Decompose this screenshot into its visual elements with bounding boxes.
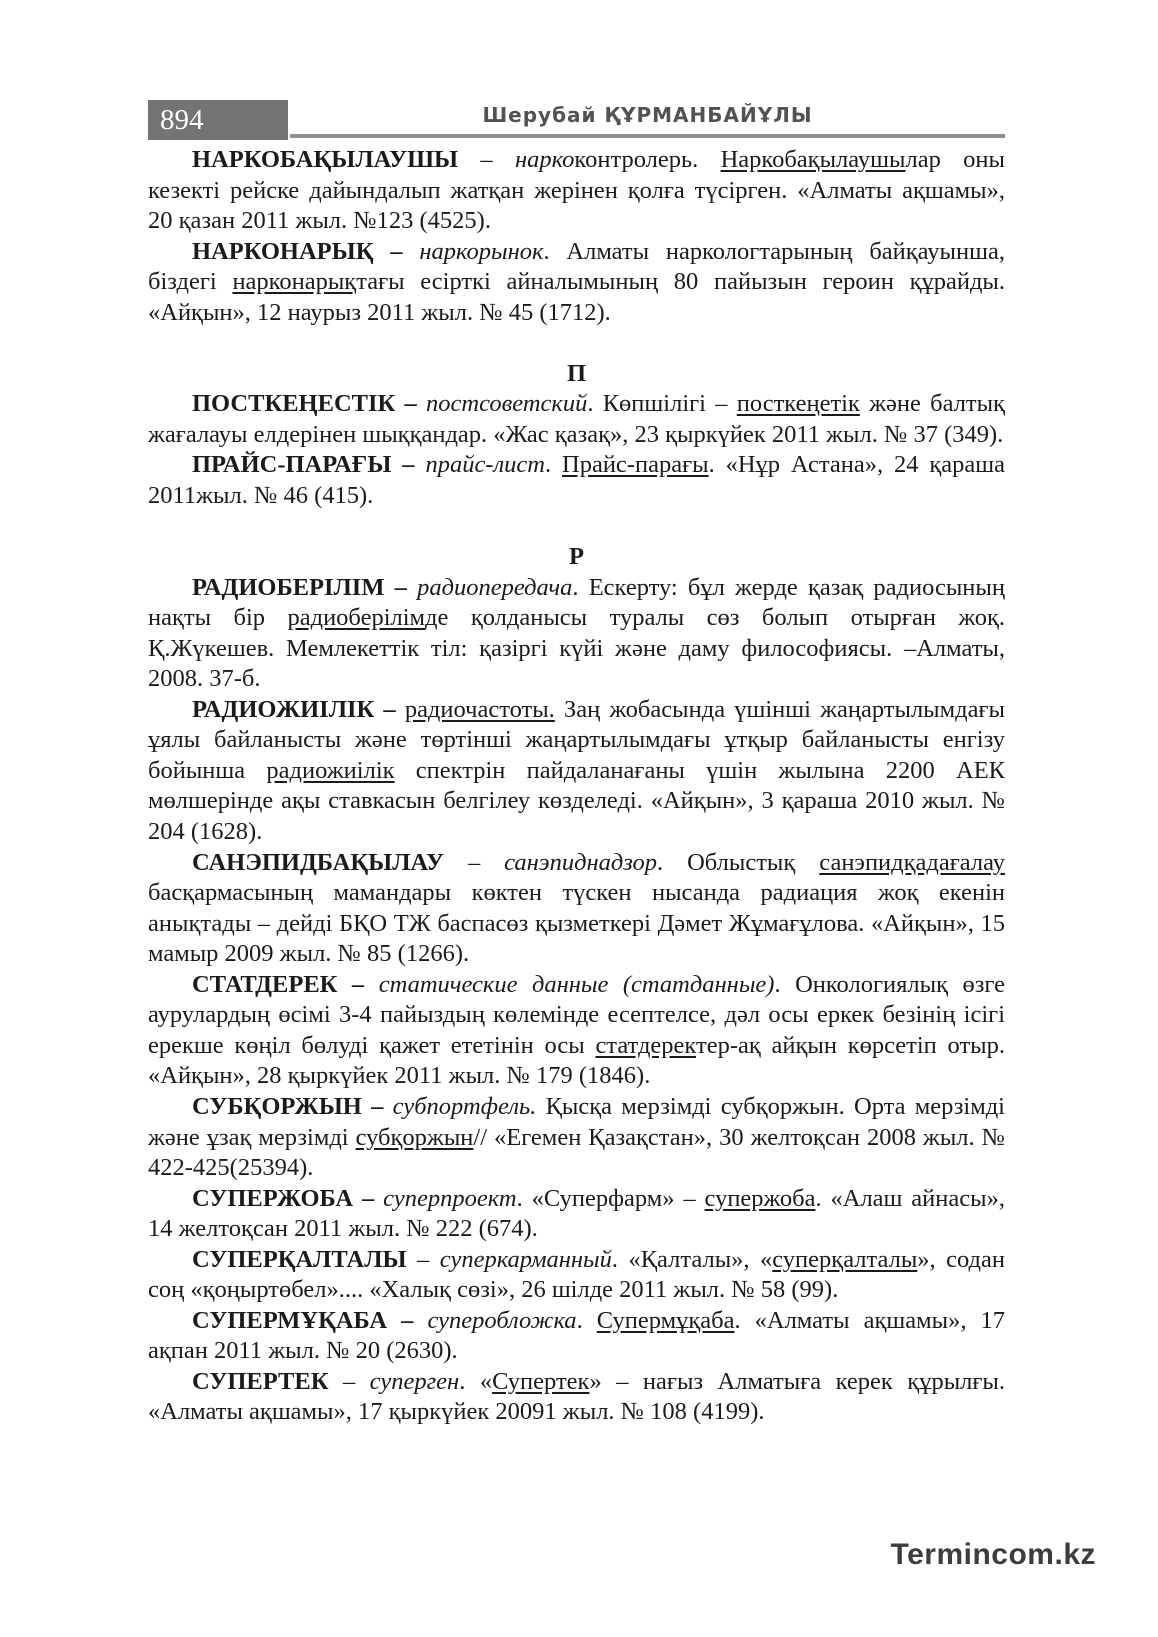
entry-text: . Ескерту: бұл жерде қазақ радиосының нақты бір — [148, 573, 1005, 632]
entry-text: . Онкологиялық өзге аурулардың өсімі 3-4 пайыздың көлемінде есептелсе, дәл осы еркек безінің ісігі ерекше көңіл бөлуді қажет ететінін осы — [148, 970, 1006, 1059]
entry-text — [364, 971, 379, 998]
entry-text: тер-ақ айқын көрсетіп отыр. «Айқын», 28 қыркүйек 2011 жыл. № 179 (1846). — [148, 1031, 1005, 1090]
running-head-author: Шерубай ҚҰРМАНБАЙҰЛЫ — [482, 103, 813, 127]
entry-text: . Көпшілігі – — [587, 390, 737, 418]
entry-text — [413, 1307, 427, 1334]
underlined-usage: статдерек — [595, 1031, 696, 1059]
headword: НАРКОБАҚЫЛАУШЫ — [192, 146, 459, 173]
headword: САНЭПИДБАҚЫЛАУ — [192, 848, 444, 876]
section-letter: П — [566, 359, 587, 387]
entry-text — [383, 1093, 392, 1120]
russian-equivalent: суперпроект — [383, 1184, 517, 1212]
entry-text: . — [544, 451, 562, 479]
entry-text: », содан соң «қоңыртөбел».... «Халық сөзі», 26 шілде 2011 жыл. № 58 (99). — [148, 1245, 1006, 1304]
headword: ПОСТКЕҢЕСТІК – — [192, 390, 417, 418]
dictionary-entry — [148, 450, 1005, 511]
entry-text: . «Алаш айнасы», 14 желтоқсан 2011 жыл. № 222 (674). — [148, 1184, 1005, 1243]
entry-text — [403, 238, 420, 265]
page-number: 894 — [148, 100, 288, 140]
headword: ПРАЙС-ПАРАҒЫ – — [192, 451, 415, 479]
entry-text: » – нағыз Алматыға керек құрылғы. «Алматы ақшамы», 17 қыркүйек 20091 жыл. № 108 (4199). — [148, 1367, 1006, 1426]
russian-equivalent: прайс-лист — [425, 451, 545, 479]
entry-text: және балтық жағалауы елдерінен шыққандар. «Жас қазақ», 23 қыркүйек 2011 жыл. № 37 (349). — [148, 390, 1005, 448]
entry-text: контролерь. — [574, 146, 721, 173]
headword: СУПЕРЖОБА – — [192, 1184, 375, 1212]
entry-text — [415, 451, 426, 478]
dictionary-entry — [148, 1184, 1005, 1245]
russian-equivalent: санэпиднадзор — [504, 848, 658, 876]
dictionary-entry — [148, 389, 1005, 450]
russian-equivalent: нарко — [514, 146, 575, 173]
underlined-usage: посткеңетік — [736, 390, 860, 418]
underlined-usage: супержоба — [704, 1184, 816, 1212]
entry-text: . — [576, 1306, 597, 1334]
dictionary-entry — [148, 1245, 1005, 1306]
entry-text: спектрін пайдаланағаны үшін жылына 2200 АЕК мөлшерінде ақы ставкасын белгілеу көзделеді. «Айқын», 3 қараша 2010 жыл. № 204 (1628). — [148, 756, 1005, 846]
underlined-usage: Прайс-парағы — [562, 451, 709, 479]
dictionary-entry — [148, 1092, 1005, 1184]
dictionary-entry — [148, 1367, 1005, 1428]
page-header — [148, 100, 1005, 140]
entry-text: – — [458, 146, 515, 173]
russian-equivalent: суперкарманный — [439, 1245, 612, 1273]
dictionary-body — [148, 145, 1005, 1428]
underlined-usage: нарконарық — [232, 268, 357, 296]
russian-equivalent: суперобложка — [427, 1306, 577, 1334]
entry-text: . Алматы наркологтарының байқауынша, біздегі — [148, 237, 1005, 296]
russian-equivalent: статические данные (статданные) — [378, 970, 775, 998]
site-watermark-logo: Termincom.kz — [890, 1538, 1096, 1571]
section-letter: Р — [569, 543, 584, 571]
entry-text: – — [443, 848, 505, 876]
underlined-usage: Супермұқаба — [596, 1306, 735, 1334]
entry-text: Заң жобасында үшінші жаңартылымдағы ұялы байланысты және төртінші жаңартылымдағы ұтқыр байланысты енгізу бойынша — [148, 695, 1005, 784]
entry-text: де қолданысы туралы сөз болып отырған жоқ. Қ.Жүкешев. Мемлекеттік тіл: қазіргі күйі және даму философиясы. –Алматы, 2008. 37-б. — [148, 604, 1005, 693]
headword: СУПЕРТЕК — [192, 1367, 329, 1395]
headword: СУПЕРҚАЛТАЛЫ — [192, 1245, 407, 1273]
entry-text: . «Қалталы», « — [611, 1245, 773, 1273]
headword: СУБҚОРЖЫН – — [192, 1092, 384, 1120]
headword: СУПЕРМҰҚАБА – — [192, 1306, 414, 1334]
underlined-usage: Супертек — [492, 1367, 590, 1395]
underlined-usage: радиожиілік — [266, 756, 395, 784]
dictionary-entry — [148, 573, 1005, 695]
underlined-usage: радиочастоты. — [404, 695, 555, 723]
dictionary-entry — [148, 237, 1005, 329]
entry-text: . Облыстық — [657, 848, 820, 876]
entry-text: . «Суперфарм» – — [516, 1184, 705, 1212]
dictionary-entry — [148, 1306, 1005, 1367]
entry-text: тағы есірткі айналымының 80 пайызын героин құрайды. «Айқын», 12 наурыз 2011 жыл. № 45 (1712). — [148, 268, 1006, 326]
entry-text: лар оны кезекті рейске дайындалып жатқан жерінен қолға түсірген. «Алматы ақшамы», 20 қазан 2011 жыл. №123 (4525). — [148, 146, 1005, 235]
dictionary-entry — [148, 145, 1005, 237]
entry-text: . « — [459, 1367, 493, 1395]
russian-equivalent: постсоветский — [426, 390, 588, 418]
entry-text: басқармасының мамандары көктен түскен нысанда радиация жоқ екенін анықтады – дейді БҚО ТЖ баспасөз қызметкері Дәмет Жұмағұлова. «Айқын», 15 мамыр 2009 жыл. № 85 (1266). — [148, 879, 1005, 968]
entry-text — [374, 1185, 383, 1212]
russian-equivalent: радиопередача — [417, 573, 573, 601]
headword: СТАТДЕРЕК – — [192, 970, 365, 998]
underlined-usage: субқоржын — [355, 1123, 474, 1151]
russian-equivalent: наркорынок — [419, 237, 544, 265]
headword: НАРКОНАРЫҚ – — [192, 237, 403, 265]
entry-text: . «Алматы ақшамы», 17 ақпан 2011 жыл. № 20 (2630). — [148, 1306, 1006, 1365]
entry-text — [407, 574, 417, 601]
underlined-usage: Наркобақылаушы — [720, 146, 906, 173]
russian-equivalent: суперген — [369, 1367, 460, 1395]
entry-text — [396, 696, 405, 723]
entry-text: – — [328, 1367, 370, 1395]
entry-text: Қысқа мерзімді субқоржын. Орта мерзімді және ұзақ мерзімді — [148, 1092, 1005, 1151]
dictionary-entry — [148, 695, 1005, 848]
underlined-usage: санэпидқадағалау — [819, 848, 1005, 876]
entry-text: // «Егемен Қазақстан», 30 желтоқсан 2008 жыл. № 422-425(25394). — [148, 1123, 1005, 1182]
header-rule — [290, 134, 1005, 138]
russian-equivalent: субпортфель. — [392, 1092, 537, 1120]
entry-text — [417, 390, 426, 417]
headword: РАДИОЖИІЛІК – — [192, 695, 396, 723]
dictionary-entry — [148, 848, 1005, 970]
headword: РАДИОБЕРІЛІМ – — [192, 573, 407, 601]
entry-text: . «Нұр Астана», 24 қараша 2011жыл. № 46 (415). — [148, 451, 1006, 510]
underlined-usage: радиоберілім — [287, 604, 426, 632]
dictionary-entry — [148, 970, 1005, 1092]
entry-text: – — [406, 1245, 440, 1273]
underlined-usage: суперқалталы — [772, 1245, 918, 1273]
